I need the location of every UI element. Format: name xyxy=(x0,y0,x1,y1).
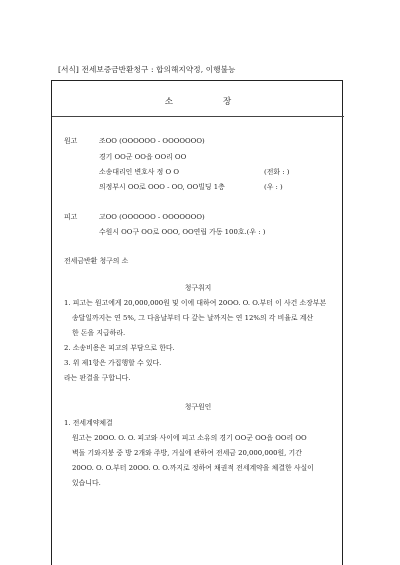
claim-cause-subheading: 1. 전세계약체결 xyxy=(64,419,113,427)
claim-purpose-line: 2. 소송비용은 피고의 부담으로 한다. xyxy=(64,344,175,352)
claim-purpose-line: 한 돈을 지급하라. xyxy=(72,329,126,337)
claim-purpose-heading: 청구취지 xyxy=(184,284,212,292)
claim-cause-line: 있습니다. xyxy=(72,479,101,487)
document-frame xyxy=(51,80,343,565)
claim-cause-line: 20OO. O. O.부터 20OO. O. O.까지로 정하여 채권적 전세계약을 체결한 사실이 xyxy=(72,464,314,472)
claim-purpose-line: 1. 피고는 원고에게 20,000,000원 및 이에 대하여 20OO. O. O.부터 이 사건 소장부본 xyxy=(64,299,327,307)
defendant-role: 피고 xyxy=(64,213,78,221)
plaintiff-role: 원고 xyxy=(64,137,78,145)
attorney-address: 의정부시 OO로 OOO - OO, OO빌딩 1층 xyxy=(99,183,225,191)
claim-cause-line: 벽돌 기와지붕 중 방 2개와 주방, 거실에 관하여 전세금 20,000,000원, 기간 xyxy=(72,449,302,457)
attorney-phone: (전화 : ) xyxy=(264,168,290,176)
plaintiff-address: 경기 OO군 OO읍 OO리 OO xyxy=(99,153,187,161)
claim-cause-line: 원고는 20OO. O. O. 피고와 사이에 피고 소유의 경기 OO군 OO읍 OO리 OO xyxy=(72,434,307,442)
claim-purpose-closing: 라는 판결을 구합니다. xyxy=(64,374,131,382)
defendant-address: 수원시 OO구 OO로 OOO, OO연립 가동 100호.(우 : ) xyxy=(99,228,266,236)
document-title: 소장 xyxy=(164,97,282,107)
plaintiff-name-id: 조OO (OOOOOO - OOOOOOO) xyxy=(99,137,205,145)
claim-purpose-line: 송달일까지는 연 5%, 그 다음날부터 다 갚는 날까지는 연 12%의 각 비율로 계산 xyxy=(72,314,314,322)
defendant-name-id: 고OO (OOOOOO - OOOOOOO) xyxy=(99,213,205,221)
attorney-zip: (우 : ) xyxy=(264,183,283,191)
claim-cause-heading: 청구원인 xyxy=(184,403,212,411)
case-name: 전세금반환 청구의 소 xyxy=(64,257,129,265)
title-divider xyxy=(52,116,344,117)
attorney-name: 소송대리인 변호사 정 O O xyxy=(99,168,179,176)
form-heading: [서식] 전세보증금반환청구 : 합의해지약정, 이행불능 xyxy=(58,65,236,74)
claim-purpose-line: 3. 위 제1항은 가집행할 수 있다. xyxy=(64,359,162,367)
